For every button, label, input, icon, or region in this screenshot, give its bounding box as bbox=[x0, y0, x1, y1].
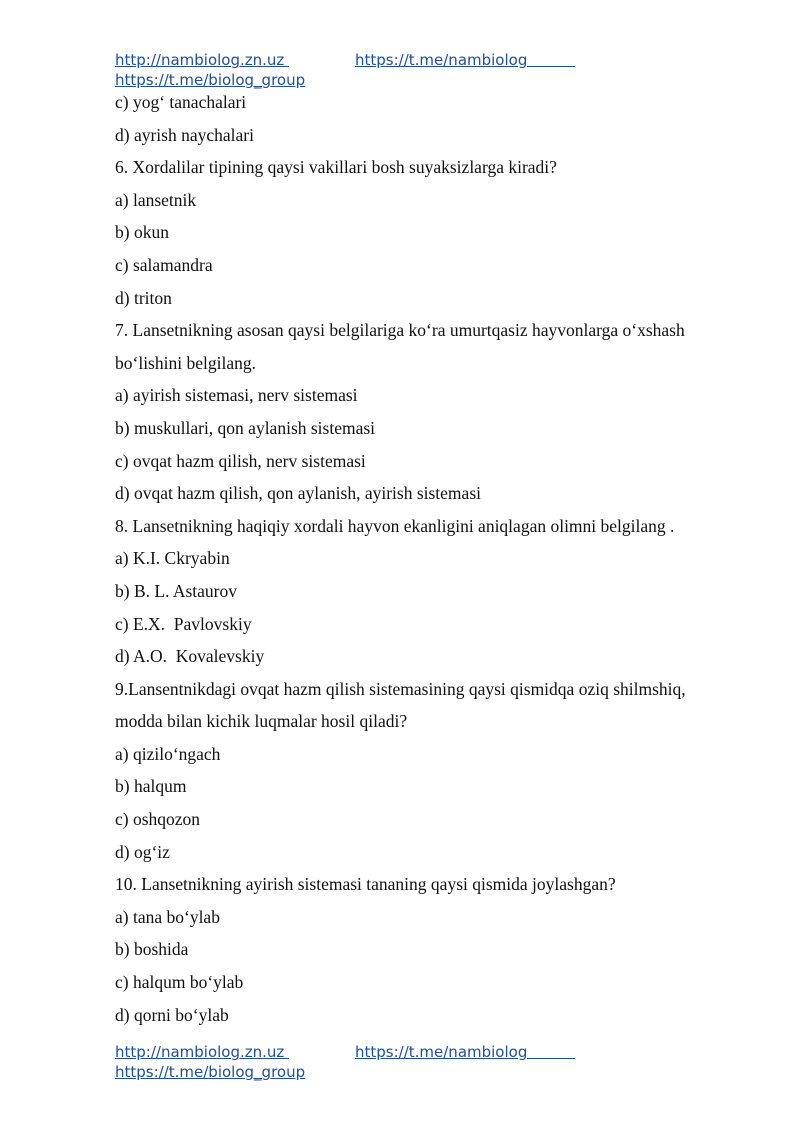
answer-option: a) ayirish sistemasi, nerv sistemasi bbox=[115, 385, 358, 406]
page-footer bbox=[115, 1042, 715, 1082]
question-text: 8. Lansetnikning haqiqiy xordali hayvon ekanligini aniqlagan olimni belgilang . bbox=[115, 515, 675, 536]
question-content bbox=[115, 91, 755, 1036]
answer-option: c) yog‘ tanachalari bbox=[115, 92, 247, 112]
footer-telegram-group-link[interactable]: https://t.me/biolog_group bbox=[115, 1063, 306, 1081]
answer-option: a) tana bo‘ylab bbox=[115, 906, 220, 927]
answer-option: a) qizilo‘ngach bbox=[115, 743, 221, 764]
answer-option: c) ovqat hazm qilish, nerv sistemasi bbox=[115, 450, 366, 471]
answer-option: b) boshida bbox=[115, 939, 189, 960]
answer-option: c) oshqozon bbox=[115, 809, 201, 830]
question-text: 6. Xordalilar tipining qaysi vakillari bosh suyaksizlarga kiradi? bbox=[115, 157, 557, 178]
header-telegram-group-link[interactable]: https://t.me/biolog_group bbox=[115, 71, 306, 89]
page-header bbox=[115, 50, 715, 90]
answer-option: c) salamandra bbox=[115, 254, 213, 275]
answer-option: b) muskullari, qon aylanish sistemasi bbox=[115, 417, 376, 438]
answer-option: d) A.O. Kovalevskiy bbox=[115, 646, 265, 667]
answer-option: b) B. L. Astaurov bbox=[115, 580, 238, 601]
answer-option: c) halqum bo‘ylab bbox=[115, 972, 244, 993]
question-text-continued: bo‘lishini belgilang. bbox=[115, 352, 256, 373]
answer-option: d) qorni bo‘ylab bbox=[115, 1004, 229, 1025]
question-text: 9.Lansentnikdagi ovqat hazm qilish sistemasining qaysi qismidqa oziq shilmshiq, bbox=[115, 678, 686, 699]
question-text: 10. Lansetnikning ayirish sistemasi tananing qaysi qismida joylashgan? bbox=[115, 874, 616, 895]
question-text-continued: modda bilan kichik luqmalar hosil qiladi? bbox=[115, 711, 408, 732]
footer-telegram-link[interactable]: https://t.me/nambiolog bbox=[355, 1043, 576, 1061]
header-link-row-2 bbox=[115, 70, 715, 90]
header-link-row bbox=[115, 50, 715, 70]
footer-link-row bbox=[115, 1042, 715, 1062]
answer-option: d) triton bbox=[115, 287, 172, 308]
answer-option: b) okun bbox=[115, 222, 169, 243]
answer-option: b) halqum bbox=[115, 776, 187, 797]
answer-option: a) lansetnik bbox=[115, 189, 197, 210]
answer-option: c) E.X. Pavlovskiy bbox=[115, 613, 252, 634]
answer-option: a) K.I. Ckryabin bbox=[115, 548, 230, 569]
answer-option: d) ovqat hazm qilish, qon aylanish, ayirish sistemasi bbox=[115, 483, 481, 504]
question-text: 7. Lansetnikning asosan qaysi belgilariga ko‘ra umurtqasiz hayvonlarga o‘xshash bbox=[115, 320, 685, 341]
footer-site-link[interactable]: http://nambiolog.zn.uz bbox=[115, 1043, 290, 1061]
header-telegram-link[interactable]: https://t.me/nambiolog bbox=[355, 51, 576, 69]
answer-option: d) ayrish naychalari bbox=[115, 124, 254, 145]
footer-link-row-2 bbox=[115, 1062, 715, 1082]
header-site-link[interactable]: http://nambiolog.zn.uz bbox=[115, 51, 290, 69]
answer-option: d) og‘iz bbox=[115, 841, 170, 862]
